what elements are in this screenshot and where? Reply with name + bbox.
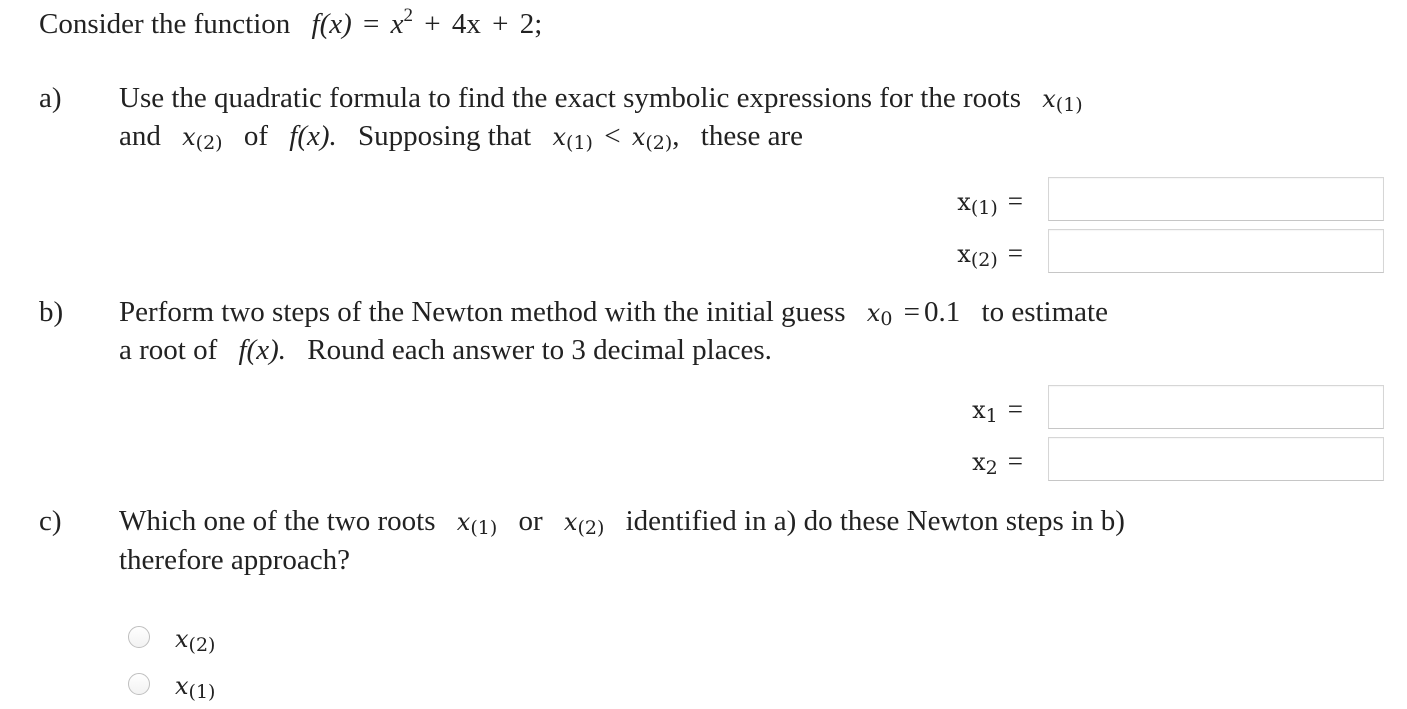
part-b-guess-val: 0.1: [924, 296, 961, 328]
option-x2-radio[interactable]: [128, 626, 150, 648]
part-a-answer1-var: x: [957, 188, 971, 216]
part-a-root1-var: x: [1042, 85, 1056, 113]
part-b-line2a: a root of: [119, 334, 218, 366]
intro-plus2: +: [492, 8, 509, 40]
newton-x1-answer-input[interactable]: [1048, 385, 1384, 429]
intro-plus1: +: [424, 8, 441, 40]
part-a-answer2-sub: (2): [970, 249, 998, 271]
part-a-answer1-eq: =: [1007, 186, 1023, 216]
root-x1-answer-input[interactable]: [1048, 177, 1384, 221]
part-c-root2-sub: (2): [577, 517, 605, 539]
part-a-comma: ,: [672, 120, 680, 152]
intro-line: [39, 6, 542, 42]
part-a-supposing: Supposing that: [358, 120, 532, 152]
part-a-func: f(x).: [289, 120, 337, 152]
part-b-line1-text: Perform two steps of the Newton method with the initial guess: [119, 296, 846, 328]
part-a-answer2-eq: =: [1007, 238, 1023, 268]
part-b-answer2-eq: =: [1007, 446, 1023, 476]
part-b-to-estimate: to estimate: [981, 296, 1108, 328]
part-c-line1b: identified in a) do these Newton steps in b): [625, 505, 1125, 537]
part-b-guess-var: x: [866, 299, 881, 327]
part-b-answer1-var: x: [972, 396, 986, 424]
part-c-marker: c): [39, 505, 62, 537]
part-b-answer1-label: [972, 394, 1023, 425]
part-a-answer1-sub: (1): [970, 197, 998, 219]
part-b-answer2-var: x: [972, 448, 986, 476]
part-c-root1-var: x: [456, 508, 471, 536]
part-a-of: of: [243, 120, 269, 152]
intro-x: x: [390, 8, 404, 40]
part-c-root2-var: x: [563, 508, 578, 536]
part-a-answer2-var: x: [957, 240, 971, 268]
part-a-answer2-label: [957, 238, 1023, 269]
part-a-line1-text: Use the quadratic formula to find the exact symbolic expressions for the roots: [119, 82, 1021, 114]
intro-term: 4x: [451, 8, 481, 40]
part-a-these-are: these are: [700, 120, 804, 152]
part-a-line2: [119, 118, 803, 155]
part-b-line1: [119, 294, 1108, 331]
part-b-guess-eq: =: [903, 296, 921, 328]
part-b-answer2-label: [972, 446, 1023, 477]
part-a-marker: a): [39, 82, 62, 114]
part-a-root2-sub: (2): [195, 132, 223, 154]
part-a-line1: [119, 80, 1083, 117]
part-c-line2: therefore approach?: [119, 544, 351, 576]
option-x1-sub: (1): [188, 681, 216, 703]
part-a-cmp-var2: x: [631, 123, 646, 151]
part-a-cmp-sub1: (1): [566, 132, 593, 154]
part-a-answer1-label: [957, 186, 1023, 217]
part-b-answer1-sub: 1: [985, 405, 998, 427]
part-b-line2b: Round each answer to 3 decimal places.: [307, 334, 772, 366]
option-x2-var: x: [175, 625, 189, 653]
part-a-root2-var: x: [182, 123, 196, 151]
part-a-cmp-var1: x: [552, 123, 567, 151]
part-c-root1-sub: (1): [470, 517, 498, 539]
part-a-lt: <: [604, 120, 621, 152]
option-x1-radio[interactable]: [128, 673, 150, 695]
part-b-line2-func: f(x).: [238, 334, 286, 366]
part-b-answer2-sub: 2: [985, 457, 998, 479]
part-c-or: or: [518, 505, 543, 537]
intro-arg: (x): [319, 8, 352, 40]
part-a-cmp-sub2: (2): [645, 132, 673, 154]
part-c-line1: [119, 503, 1125, 540]
intro-eq: =: [363, 8, 380, 40]
option-x2-sub: (2): [188, 634, 216, 656]
part-b-answer1-eq: =: [1007, 394, 1023, 424]
option-x2-label[interactable]: [175, 620, 215, 657]
part-b-guess-sub: 0: [880, 308, 893, 330]
intro-text: Consider the function: [39, 8, 291, 40]
newton-x2-answer-input[interactable]: [1048, 437, 1384, 481]
part-a-and: and: [119, 120, 161, 152]
intro-const: 2;: [519, 8, 543, 40]
option-x1-label[interactable]: [175, 667, 215, 704]
part-b-marker: b): [39, 296, 64, 328]
option-x1-var: x: [175, 672, 189, 700]
part-a-root1-sub: (1): [1055, 94, 1083, 116]
intro-func: f: [311, 8, 320, 40]
part-b-line2: [119, 332, 772, 368]
part-c-line1a: Which one of the two roots: [119, 505, 436, 537]
root-x2-answer-input[interactable]: [1048, 229, 1384, 273]
intro-pow: 2: [403, 5, 414, 26]
